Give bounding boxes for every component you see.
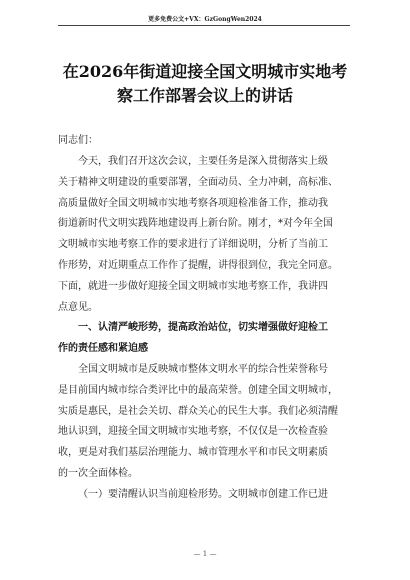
body-line: 点意见。 (58, 301, 98, 313)
salutation: 同志们： (58, 135, 98, 146)
salutation-block (58, 131, 354, 152)
body-line: 地认识到，迎接全国文明城市实地考察，不仅仅是一次检查验 (58, 426, 328, 438)
body-line: 文明城市实地考察工作的要求进行了详细说明，分析了当前工 (58, 239, 328, 251)
section-heading: 作的责任感和紧迫感 (58, 343, 148, 355)
header-rule (58, 25, 350, 26)
body-line: 收，更是对我们基层治理能力、城市管理水平和市民文明素质 (58, 447, 328, 459)
header-note: 更多免费公文+VX：GzGongWen2024 (148, 16, 262, 23)
body-line: 下面，就进一步做好迎接全国文明城市实地考察工作，我讲四 (58, 280, 328, 292)
section-heading: 一、认清严峻形势，提高政治站位，切实增强做好迎检工 (78, 322, 328, 334)
body-line: 高质量做好全国文明城市实地考察各项迎检准备工作，推动我 (58, 197, 328, 209)
body-line: 实质是惠民，是社会关切、群众关心的民生大事。我们必须清醒 (58, 405, 338, 417)
title-line: 在2026年街道迎接全国文明城市实地考 (62, 62, 348, 81)
page-number: — 1 — (193, 550, 217, 558)
body-line: 作形势，对近期重点工作作了提醒，讲得很到位，我完全同意。 (58, 259, 338, 271)
body-line: 的一次全面体检。 (58, 467, 138, 479)
document-body (58, 152, 354, 506)
document-title (50, 60, 360, 108)
body-line: 今天，我们召开这次会议，主要任务是深入贯彻落实上级 (78, 156, 328, 167)
body-line: 关于精神文明建设的重要部署，全面动员、全力冲刺，高标准、 (58, 176, 338, 188)
title-line: 察工作部署会议上的讲话 (116, 86, 293, 105)
subsection-line: （一）要清醒认识当前迎检形势。文明城市创建工作已进 (78, 488, 328, 500)
body-line: 街道新时代文明实践阵地建设再上新台阶。刚才，*对今年全国 (58, 218, 333, 230)
body-line: 是目前国内城市综合类评比中的最高荣誉。创建全国文明城市， (58, 384, 338, 396)
body-line: 全国文明城市是反映城市整体文明水平的综合性荣誉称号 (78, 363, 328, 375)
